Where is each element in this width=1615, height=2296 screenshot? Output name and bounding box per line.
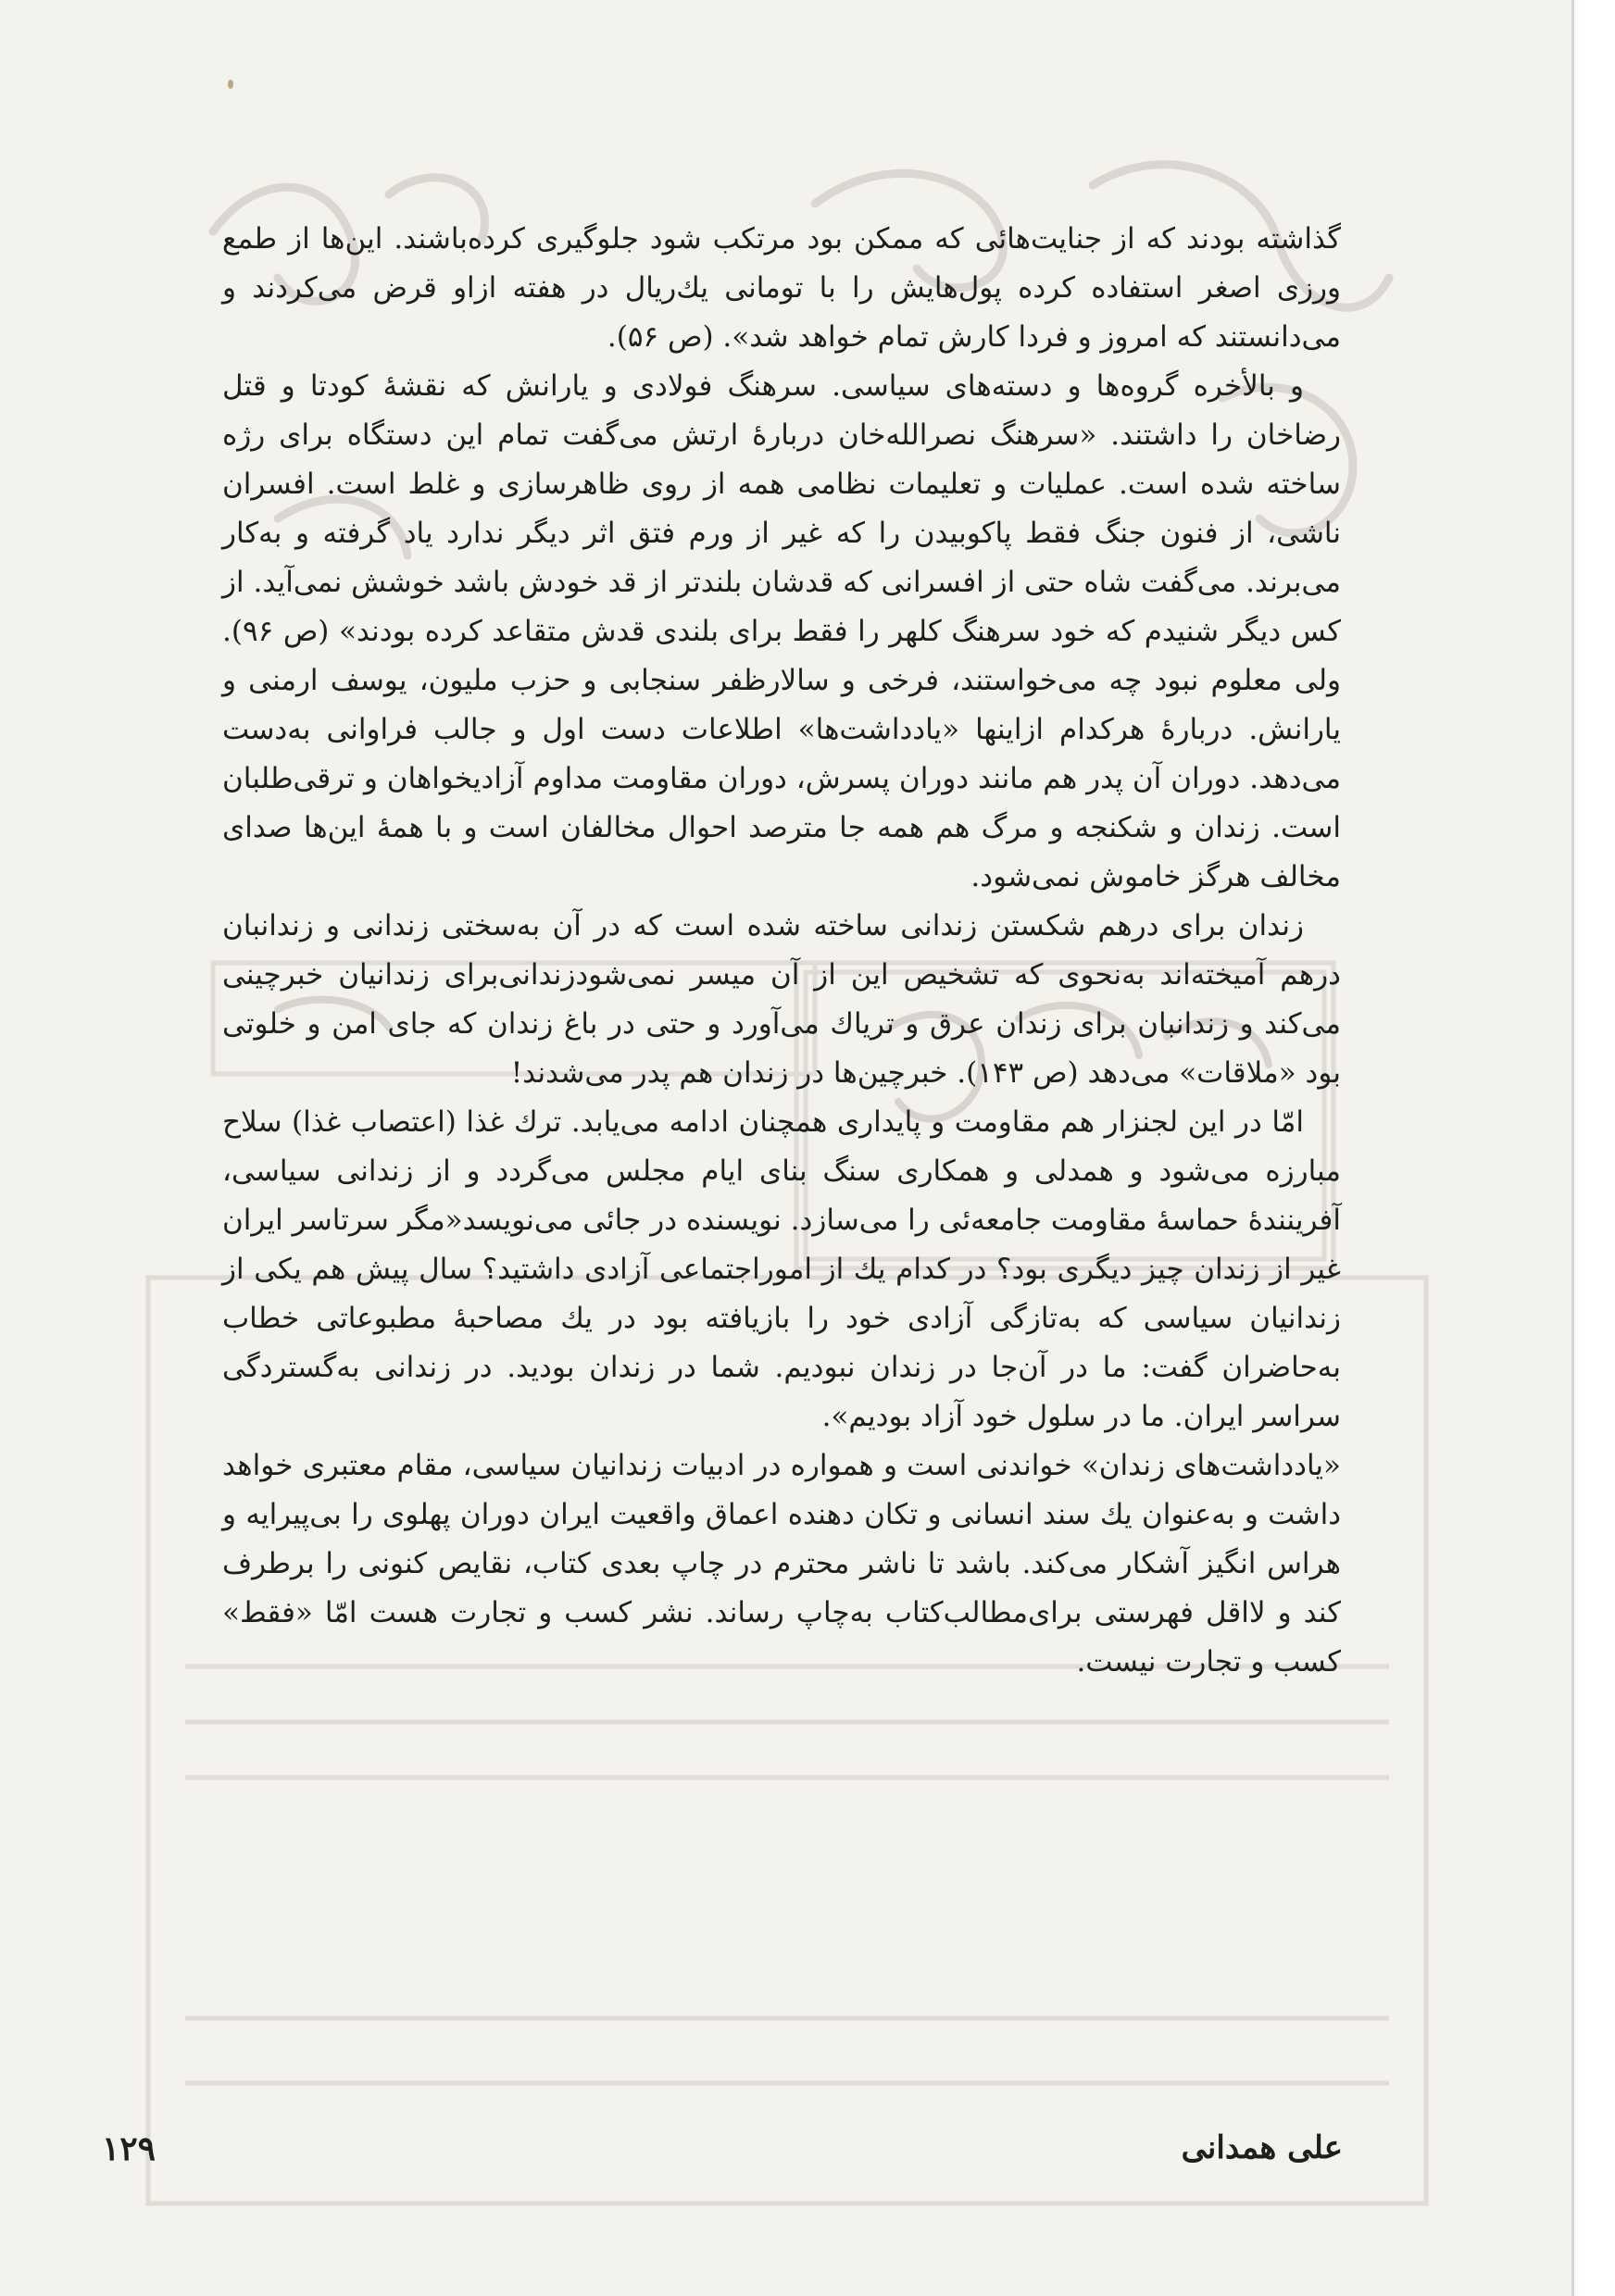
paragraph-5: «یادداشت‌های زندان» خواندنی است و همواره در ادبیات زندانیان سیاسی، مقام معتبری خواهد داشت و به‌عنوان یك سند انسانی و تکان دهنده اعماق واقعیت ایران دوران پهلوی را بی‌پیرایه و هراس انگیز آشکار می‌کند. باشد تا ناشر محترم در چاپ بعدی کتاب، نقایص کنونی را برطرف کند و لااقل فهرستی برای‌مطالب‌کتاب به‌چاپ رساند. نشر کسب و تجارت هست امّا «فقط» کسب و تجارت نیست.: [222, 1449, 1341, 1678]
paragraph-4: امّا در این لجنزار هم مقاومت و پایداری همچنان ادامه می‌یابد. ترك غذا (اعتصاب غذا) سلاح مبارزه می‌شود و همدلی و همکاری سنگ بنای ایام مجلس می‌گردد و از زندانی سیاسی، آفرینندهٔ حماسهٔ مقاومت جامعه‌ئی را می‌سازد. نویسنده در جائی می‌نویسد«مگر سرتاسر ایران غیر از زندان چیز دیگری بود؟ در کدام یك از اموراجتماعی آزادی داشتید؟ سال پیش هم یکی از زندانیان سیاسی که به‌تازگی آزادی خود را بازیافته بود در یك مصاحبهٔ مطبوعاتی خطاب به‌حاضران گفت: ما در آن‌جا در زندان نبودیم. شما در زندان بودید. در زندانی به‌گستردگی سراسر ایران. ما در سلول خود آزاد بودیم».: [222, 1105, 1342, 1433]
paragraph-2: و بالأخره گروه‌ها و دسته‌های سیاسی. سرهنگ فولادی و یارانش که نقشهٔ کودتا و قتل رضاخان را داشتند. «سرهنگ نصرالله‌خان دربارهٔ ارتش می‌گفت تمام این دستگاه برای رژه ساخته شده است. عملیات و تعلیمات نظامی همه از روی ظاهرسازی و غلط است. افسران ناشی، از فنون جنگ فقط پاکوبیدن را که غیر از ورم فتق اثر دیگر ندارد یاد گرفته و به‌کار می‌برند. می‌گفت شاه حتی از افسرانی که قدشان بلندتر از قد خودش باشد خوشش نمی‌آید. از کس دیگر شنیدم که خود سرهنگ کلهر را فقط برای بلندی قدش متقاعد کرده بودند» (ص ۹۶). ولی معلوم نبود چه می‌خواستند، فرخی و سالارظفر سنجابی و حزب ملیون، یوسف ارمنی و یارانش. دربارهٔ هرکدام ازاینها «یادداشت‌ها» اطلاعات دست اول و جالب فراوانی به‌دست می‌دهد. دوران آن پدر هم مانند دوران پسرش، دوران مقاومت مداوم آزادیخواهان و ترقی‌طلبان است. زندان و شکنجه و مرگ هم همه جا مترصد احوال مخالفان است و با همهٔ این‌ها صدای مخالف هرگز خاموش نمی‌شود.: [222, 369, 1341, 893]
paragraph-3: زندان برای درهم شکستن زندانی ساخته شده است که در آن به‌سختی زندانی و زندانبان درهم آمیخته‌اند به‌نحوی که تشخیص این از آن میسر نمی‌شودزندانی‌برای زندانیان خبرچینی می‌کند و زندانبان برای زندان عرق و تریاك می‌آورد و حتی در باغ زندان که جای امن و خلوتی بود «ملاقات» می‌دهد (ص ۱۴۳). خبرچین‌ها در زندان هم پدر می‌شدند!: [222, 909, 1341, 1090]
author-name: علی همدانی: [1181, 2129, 1343, 2166]
page-footer: [102, 2129, 1343, 2185]
page-number: ۱۲۹: [102, 2129, 156, 2168]
scan-margin: [1574, 0, 1615, 2296]
paragraph-1: گذاشته بودند که از جنایت‌هائی که ممکن بود مرتکب شود جلوگیری کرده‌باشند. این‌ها از طمع ورزی اصغر استفاده کرده پول‌هایش را با تومانی یك‌ریال در هفته ازاو قرض می‌کردند و می‌دانستند که امروز و فردا کارش تمام خواهد شد». (ص ۵۶).: [222, 222, 1341, 354]
paper-speck: [228, 80, 233, 89]
article-body: [222, 215, 1341, 1687]
